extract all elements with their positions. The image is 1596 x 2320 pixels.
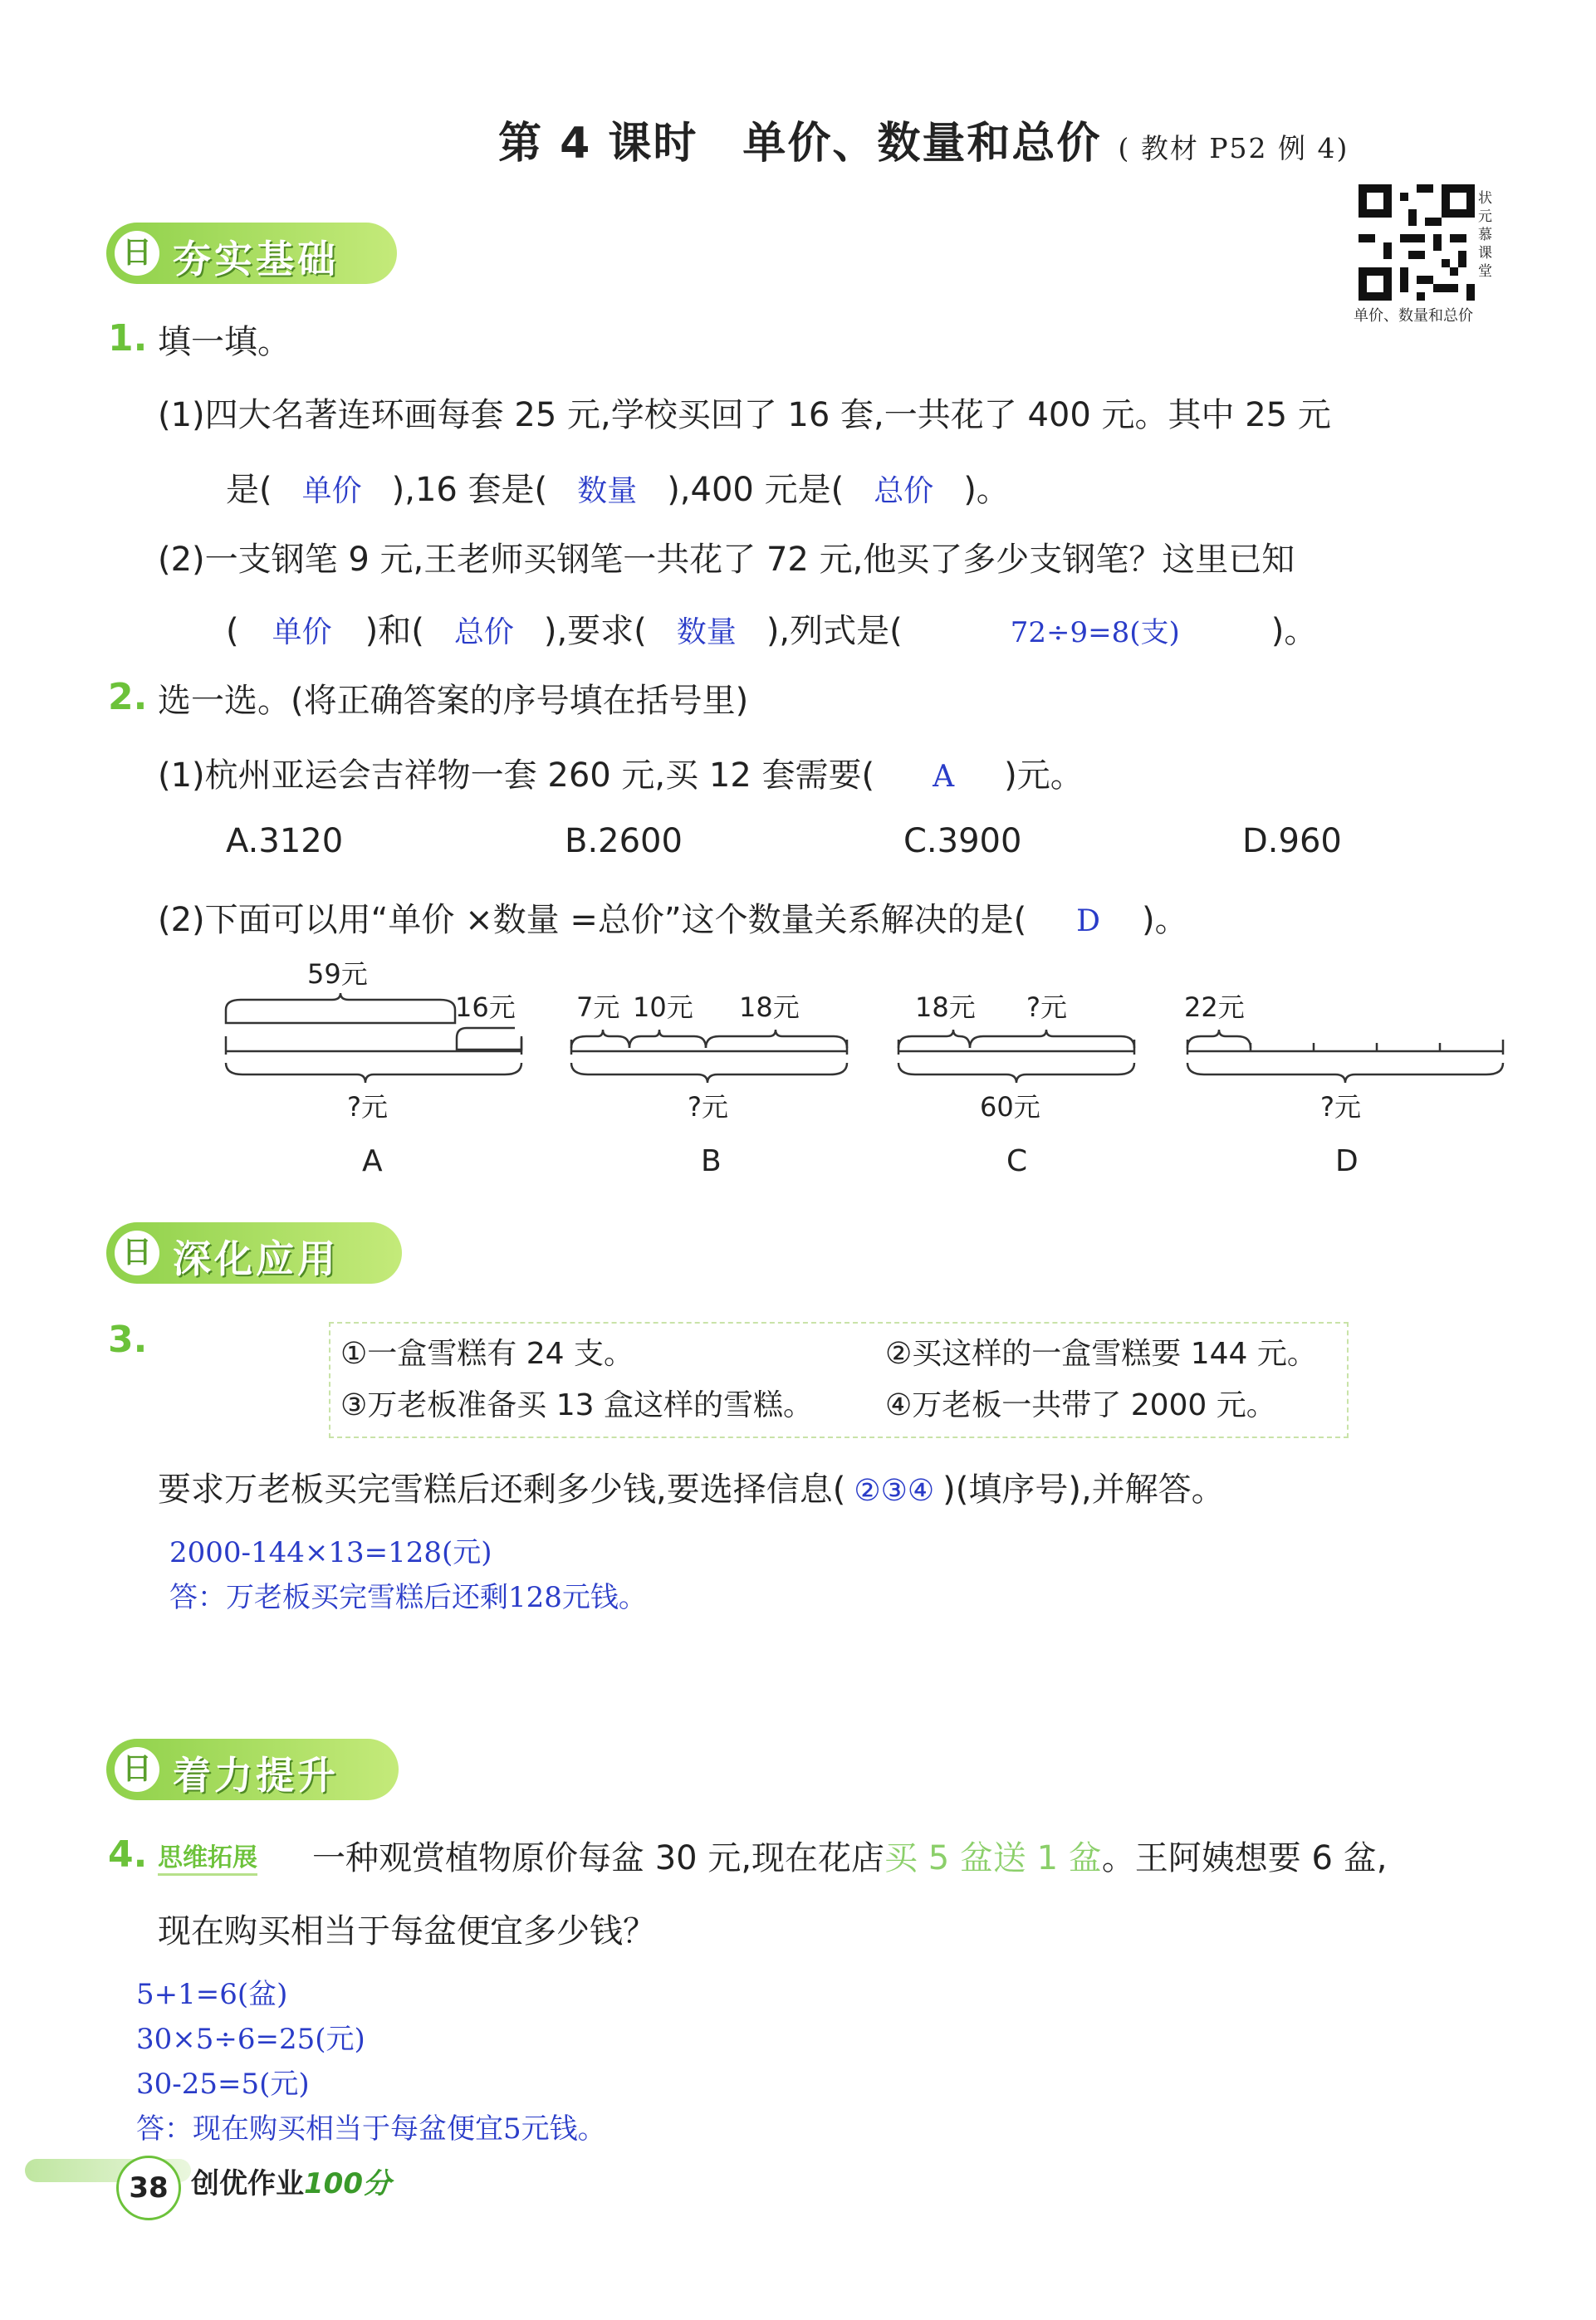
diagram-b-top3: 18元 [739, 991, 800, 1023]
diagram-a-top2: 16元 [455, 991, 516, 1023]
info-item-2: ②买这样的一盒雪糕要 144 元。 [885, 1337, 1317, 1371]
page-number: 38 [116, 2156, 181, 2220]
q4-work-answer: 答：现在购买相当于每盆便宜5元钱。 [136, 2112, 606, 2146]
diagram-c-label: C [1006, 1144, 1028, 1178]
info-item-3: ③万老板准备买 13 盒这样的雪糕。 [340, 1388, 813, 1422]
question-stem: 填一填。 [158, 323, 291, 361]
diagram-b-top1: 7元 [576, 991, 620, 1023]
answer-blank[interactable]: 数量 [676, 615, 737, 649]
option-c[interactable]: C.3900 [903, 822, 1022, 860]
option-d[interactable]: D.960 [1242, 822, 1342, 860]
section-header-advance [106, 1739, 399, 1800]
section-badge-icon: 日 [115, 1747, 159, 1792]
section-label: 深化应用 [173, 1236, 339, 1281]
answer-blank[interactable]: 单价 [272, 615, 332, 649]
q4-line1: 一种观赏植物原价每盆 30 元,现在花店买 5 盆送 1 盆。王阿姨想要 6 盆, [312, 1839, 1388, 1877]
answer-blank[interactable]: D [1076, 904, 1101, 938]
question-number: 3. [108, 1319, 148, 1361]
option-b[interactable]: B.2600 [565, 822, 683, 860]
info-item-1: ①一盒雪糕有 24 支。 [340, 1337, 634, 1371]
diagram-a-label: A [362, 1144, 383, 1178]
answer-blank[interactable]: 数量 [577, 474, 638, 508]
q1-part2-line2: ( 单价 )和( 总价 ),要求( 数量 ),列式是( 72÷9=8(支) )。 [226, 612, 1318, 650]
question-number: 4. [108, 1833, 148, 1876]
brand-logo: 创优作业100分 [191, 2167, 391, 2200]
diagram-d[interactable] [1187, 1030, 1503, 1083]
question-stem: 选一选。(将正确答案的序号填在括号里) [158, 682, 749, 720]
qr-caption: 单价、数量和总价 [1354, 307, 1473, 325]
qr-code-icon[interactable] [1359, 184, 1475, 301]
answer-blank[interactable]: 单价 [301, 474, 362, 508]
section-badge-icon: 日 [115, 1231, 159, 1275]
diagram-c[interactable] [898, 1030, 1134, 1083]
diagram-d-label: D [1335, 1144, 1359, 1178]
textbook-ref: ( 教材 P52 例 4) [1118, 132, 1349, 164]
q2-part2: (2)下面可以用“单价 ×数量 =总价”这个数量关系解决的是( D )。 [158, 901, 1188, 939]
answer-blank[interactable]: 总价 [874, 474, 934, 508]
q4-work-1: 5+1=6(盆) [136, 1978, 288, 2011]
diagram-b[interactable] [571, 1030, 847, 1083]
q3-work-answer: 答：万老板买完雪糕后还剩128元钱。 [169, 1581, 647, 1614]
diagram-a-top1: 59元 [307, 958, 368, 990]
diagram-b-bottom: ?元 [688, 1091, 728, 1123]
qr-side-label: 状元慕课堂 [1478, 190, 1492, 280]
question-number: 1. [108, 317, 148, 360]
section-badge-icon: 日 [115, 231, 159, 276]
q3-work-equation: 2000-144×13=128(元) [169, 1536, 492, 1569]
q1-part1-line2: 是( 单价 ),16 套是( 数量 ),400 元是( 总价 )。 [226, 471, 1010, 509]
diagram-b-top2: 10元 [633, 991, 693, 1023]
promo-text: 买 5 盆送 1 盆 [884, 1839, 1102, 1877]
answer-blank[interactable]: ②③④ [854, 1474, 935, 1508]
section-label: 着力提升 [173, 1753, 339, 1798]
diagram-a-bottom: ?元 [347, 1091, 388, 1123]
q2-part1: (1)杭州亚运会吉祥物一套 260 元,买 12 套需要( A )元。 [158, 756, 1084, 795]
diagram-c-bottom: 60元 [980, 1091, 1040, 1123]
diagram-b-label: B [701, 1144, 722, 1178]
info-item-4: ④万老板一共带了 2000 元。 [885, 1388, 1276, 1422]
page-title [498, 108, 1349, 170]
q3-ask: 要求万老板买完雪糕后还剩多少钱,要选择信息( ②③④ )(填序号),并解答。 [158, 1471, 1225, 1509]
diagram-c-top1: 18元 [915, 991, 976, 1023]
option-a[interactable]: A.3120 [226, 822, 344, 860]
q4-work-3: 30-25=5(元) [136, 2068, 310, 2101]
diagram-c-top2: ?元 [1026, 991, 1067, 1023]
question-number: 2. [108, 676, 148, 718]
diagram-d-bottom: ?元 [1320, 1091, 1361, 1123]
q1-part2-line1: (2)一支钢笔 9 元,王老师买钢笔一共花了 72 元,他买了多少支钢笔？这里已知 [158, 541, 1295, 579]
answer-blank-equation[interactable]: 72÷9=8(支) [1010, 616, 1180, 649]
answer-blank[interactable]: 总价 [453, 615, 514, 649]
section-label: 夯实基础 [173, 237, 339, 281]
segment-diagrams [0, 947, 1596, 1196]
q4-work-2: 30×5÷6=25(元) [136, 2023, 365, 2056]
answer-blank[interactable]: A [933, 760, 955, 794]
section-header-application [106, 1222, 402, 1284]
lesson-title: 第 4 课时 单价、数量和总价 [498, 119, 1102, 169]
diagram-d-top1: 22元 [1184, 991, 1245, 1023]
q4-line2: 现在购买相当于每盆便宜多少钱？ [158, 1912, 656, 1950]
thinking-tag: 思维拓展 [158, 1837, 257, 1876]
section-header-basics [106, 223, 397, 284]
q1-part1-line1: (1)四大名著连环画每套 25 元,学校买回了 16 套,一共花了 400 元。其中 25 元 [158, 396, 1331, 434]
